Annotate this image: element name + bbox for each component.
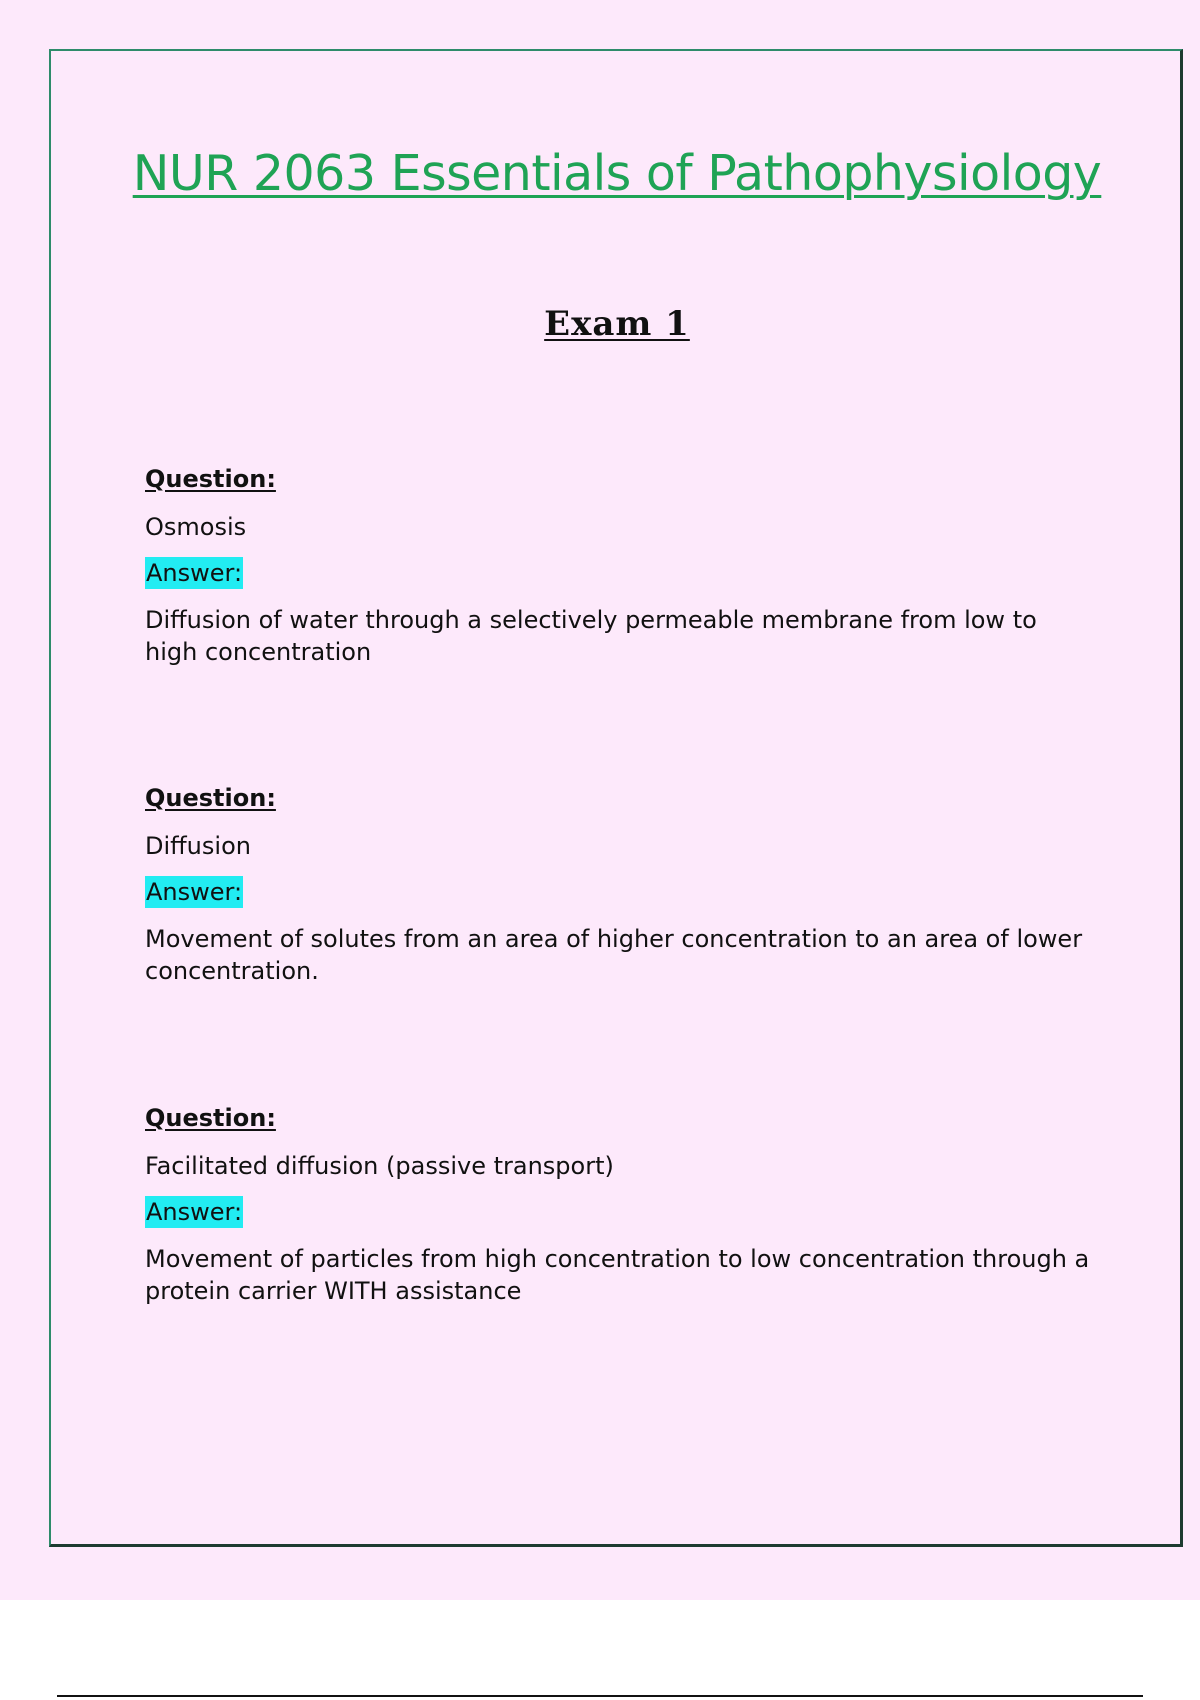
document-subtitle: Exam 1	[544, 304, 690, 344]
question-text: Facilitated diffusion (passive transport)	[145, 1152, 614, 1180]
question-label: Question:	[145, 1104, 276, 1132]
answer-label: Answer:	[146, 559, 243, 587]
document-title: NUR 2063 Essentials of Pathophysiology	[132, 145, 1102, 202]
question-text: Osmosis	[145, 513, 247, 541]
answer-text: Diffusion of water through a selectively permeable membrane from low to high concentration	[145, 606, 1037, 666]
answer-label: Answer:	[146, 878, 243, 906]
answer-text: Movement of particles from high concentration to low concentration through a protein carrier WITH assistance	[145, 1245, 1090, 1305]
footer-divider	[57, 1695, 1143, 1697]
answer-text: Movement of solutes from an area of higher concentration to an area of lower concentration.	[145, 925, 1083, 985]
question-label: Question:	[145, 784, 276, 812]
answer-label: Answer:	[146, 1198, 243, 1226]
question-text: Diffusion	[145, 832, 251, 860]
question-label: Question:	[145, 465, 276, 493]
